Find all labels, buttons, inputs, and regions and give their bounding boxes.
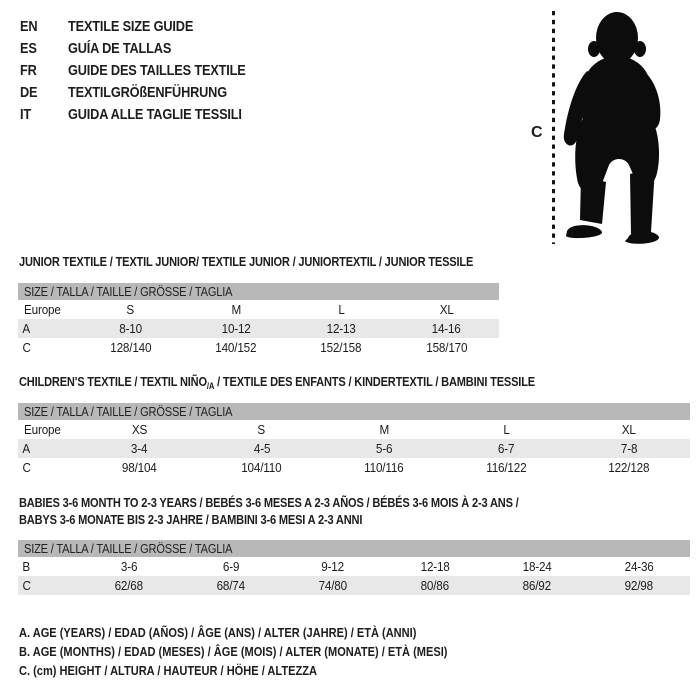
language-title-de: TEXTILGRÖßENFÜHRUNG: [68, 83, 227, 101]
table-row-europe: [18, 420, 690, 439]
height-cell: 110/116: [364, 460, 404, 475]
toddler-silhouette-shape: [564, 12, 661, 244]
age-cell: 7-8: [620, 441, 638, 456]
table-row-height: [18, 338, 499, 357]
age-cell: 4-5: [253, 441, 270, 456]
size-header-row: [18, 283, 499, 300]
junior-size-table: [18, 283, 499, 357]
size-cell: L: [503, 422, 510, 437]
months-cell: 18-24: [522, 559, 552, 574]
age-cell: 14-16: [431, 321, 461, 336]
table-row-age: [18, 319, 499, 338]
size-cell: S: [257, 422, 266, 437]
language-code-it: IT: [20, 105, 31, 123]
months-cell: 6-9: [222, 559, 240, 574]
row-label: B: [22, 559, 31, 574]
children-title-pre: CHILDREN'S TEXTILE / TEXTIL NIÑO: [19, 374, 207, 389]
height-cell: 92/98: [624, 578, 654, 593]
babies-title-line1: BABIES 3-6 MONTH TO 2-3 YEARS / BEBÉS 3-6 MESES A 2-3 AÑOS / BÉBÉS 3-6 MOIS À 2-3 ANS /: [19, 495, 519, 510]
row-label: C: [22, 460, 31, 475]
language-row: [20, 15, 277, 37]
size-header-label: SIZE / TALLA / TAILLE / GRÖSSE / TAGLIA: [24, 284, 233, 299]
size-cell: M: [379, 422, 389, 437]
height-cell: 68/74: [216, 578, 246, 593]
language-title-es: GUÍA DE TALLAS: [68, 39, 172, 57]
language-code-en: EN: [20, 17, 38, 35]
row-label: A: [22, 441, 31, 456]
row-label: Europe: [24, 422, 61, 437]
legend-line-c: C. (cm) HEIGHT / ALTURA / HAUTEUR / HÖHE / ALTEZZA: [19, 663, 317, 678]
size-header-label: SIZE / TALLA / TAILLE / GRÖSSE / TAGLIA: [24, 541, 233, 556]
age-cell: 10-12: [221, 321, 251, 336]
size-header-row: [18, 403, 690, 420]
row-label: C: [22, 340, 31, 355]
size-cell: XL: [621, 422, 636, 437]
size-cell: M: [231, 302, 241, 317]
children-title-subscript: /A: [206, 381, 215, 391]
language-row: [20, 59, 277, 81]
row-label: A: [22, 321, 31, 336]
children-title-post: / TEXTILE DES ENFANTS / KINDERTEXTIL / BAMBINI TESSILE: [214, 374, 535, 389]
babies-table-title: [19, 494, 519, 528]
age-cell: 3-4: [131, 441, 148, 456]
junior-table-title: JUNIOR TEXTILE / TEXTIL JUNIOR/ TEXTILE JUNIOR / JUNIORTEXTIL / JUNIOR TESSILE: [19, 254, 474, 269]
height-cell: 152/158: [320, 340, 362, 355]
height-cell: 62/68: [114, 578, 144, 593]
height-cell: 140/152: [215, 340, 257, 355]
children-table-title: [19, 374, 535, 391]
legend-line-b: B. AGE (MONTHS) / EDAD (MESES) / ÂGE (MOIS) / ALTER (MONATE) / ETÀ (MESI): [19, 644, 448, 659]
size-header-label: SIZE / TALLA / TAILLE / GRÖSSE / TAGLIA: [24, 404, 233, 419]
height-cell: 74/80: [318, 578, 348, 593]
months-cell: 3-6: [120, 559, 138, 574]
table-row-europe: [18, 300, 499, 319]
language-list: [20, 15, 277, 125]
height-cell: 80/86: [420, 578, 450, 593]
language-code-fr: FR: [20, 61, 37, 79]
size-cell: L: [337, 302, 345, 317]
height-measure-label: C: [531, 124, 543, 141]
language-code-de: DE: [20, 83, 38, 101]
age-cell: 6-7: [498, 441, 515, 456]
children-size-table: [18, 403, 690, 477]
table-row-age-months: [18, 557, 690, 576]
language-title-en: TEXTILE SIZE GUIDE: [68, 17, 194, 35]
height-cell: 128/140: [110, 340, 152, 355]
height-cell: 98/104: [121, 460, 157, 475]
height-cell: 86/92: [522, 578, 552, 593]
height-cell: 158/170: [425, 340, 467, 355]
table-row-height: [18, 458, 690, 477]
row-label: C: [22, 578, 31, 593]
row-label: Europe: [24, 302, 61, 317]
size-cell: XL: [439, 302, 454, 317]
age-cell: 8-10: [119, 321, 142, 336]
language-code-es: ES: [20, 39, 37, 57]
language-row: [20, 103, 277, 125]
size-header-row: [18, 540, 690, 557]
language-title-it: GUIDA ALLE TAGLIE TESSILI: [68, 105, 242, 123]
language-row: [20, 81, 277, 103]
toddler-silhouette-icon: [548, 8, 700, 248]
size-cell: S: [126, 302, 135, 317]
months-cell: 12-18: [420, 559, 450, 574]
age-cell: 12-13: [326, 321, 356, 336]
babies-title-line2: BABYS 3-6 MONATE BIS 2-3 JAHRE / BAMBINI 3-6 MESI A 2-3 ANNI: [19, 512, 363, 527]
legend-line-a: A. AGE (YEARS) / EDAD (AÑOS) / ÂGE (ANS) / ALTER (JAHRE) / ETÀ (ANNI): [19, 625, 417, 640]
months-cell: 9-12: [321, 559, 345, 574]
months-cell: 24-36: [624, 559, 654, 574]
table-row-height: [18, 576, 690, 595]
height-cell: 104/110: [241, 460, 282, 475]
size-cell: XS: [131, 422, 147, 437]
age-cell: 5-6: [375, 441, 393, 456]
language-row: [20, 37, 277, 59]
table-row-age: [18, 439, 690, 458]
height-cell: 116/122: [486, 460, 527, 475]
measurement-legend: [19, 625, 523, 682]
height-cell: 122/128: [608, 460, 650, 475]
language-title-fr: GUIDE DES TAILLES TEXTILE: [68, 61, 246, 79]
babies-size-table: [18, 540, 690, 595]
